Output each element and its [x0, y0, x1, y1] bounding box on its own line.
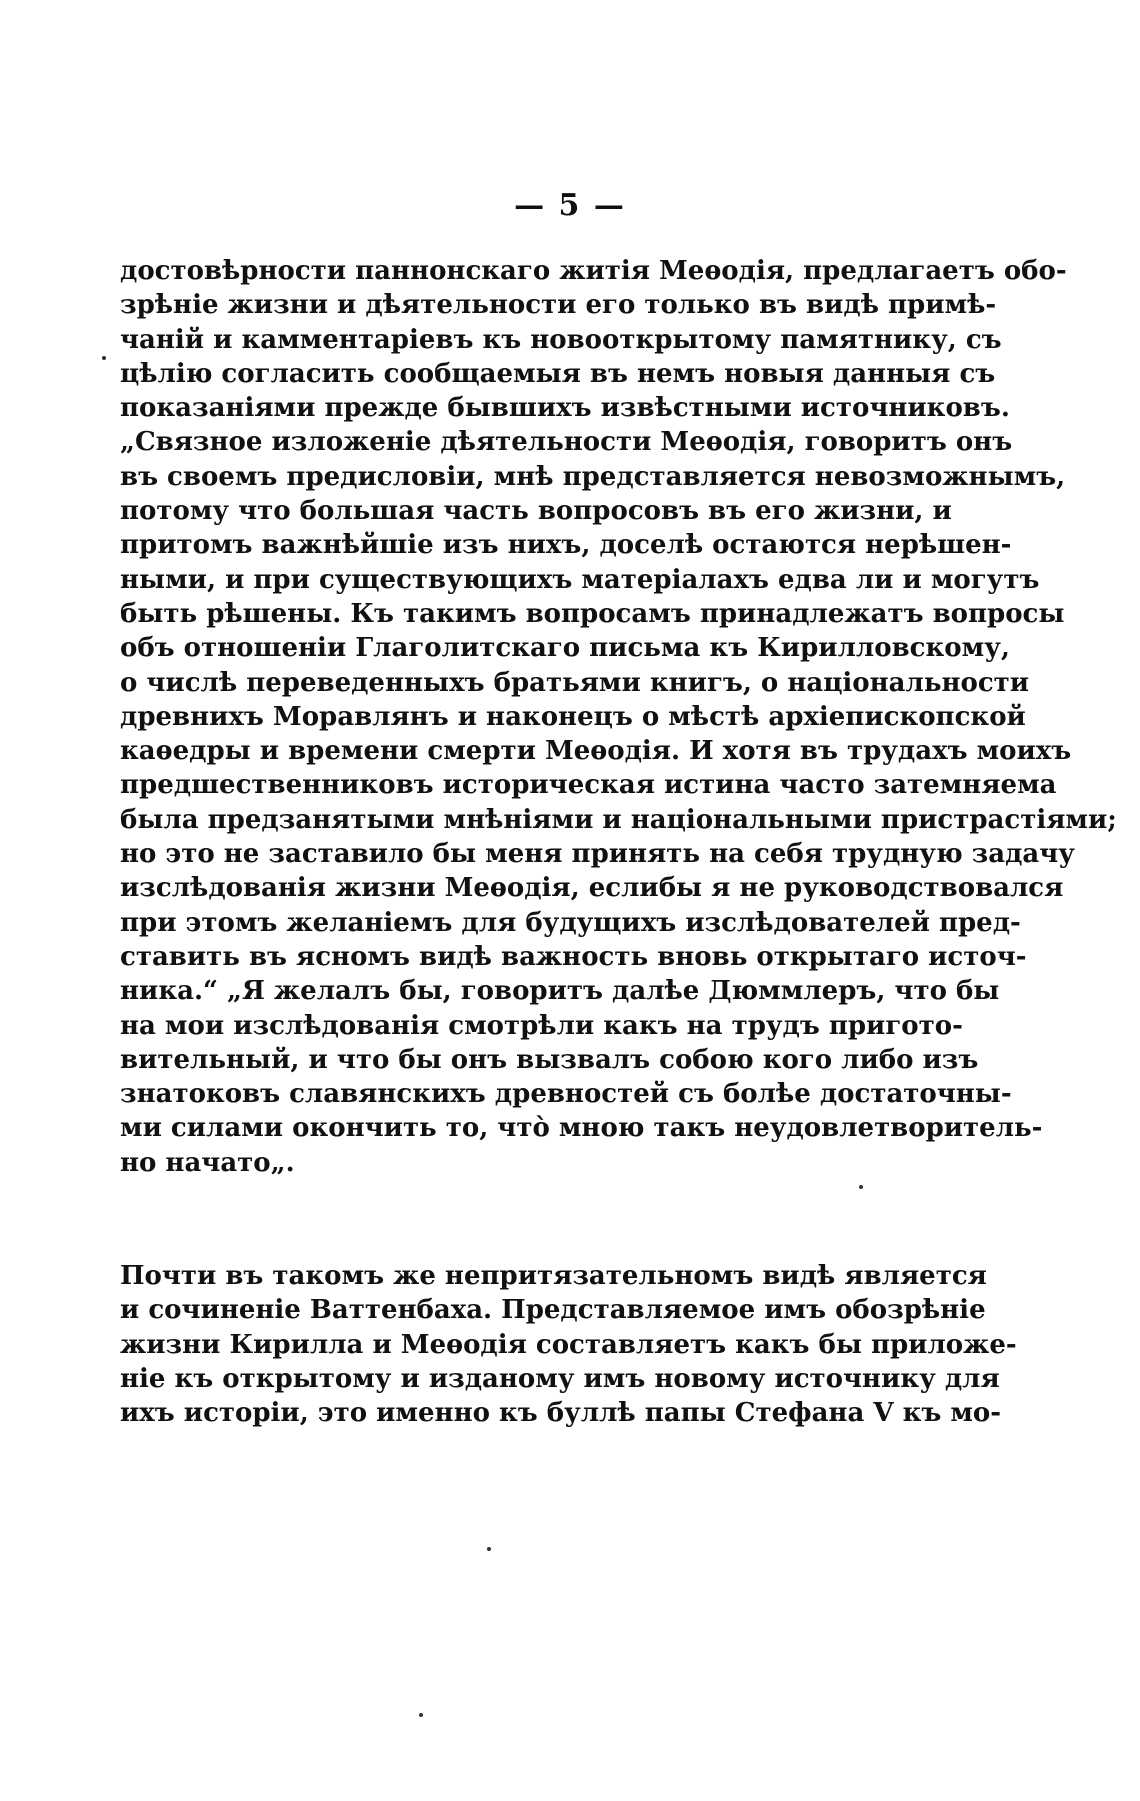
text-line: при этомъ желаніемъ для будущихъ изслѣдователей пред-	[120, 907, 1021, 938]
print-speck	[419, 1713, 423, 1717]
text-line: чаній и камментаріевъ къ новооткрытому памятнику, съ	[120, 324, 1002, 355]
text-line: быть рѣшены. Къ такимъ вопросамъ принадлежатъ вопросы	[120, 598, 1065, 629]
page-number: — 5 —	[514, 188, 626, 223]
text-line: была предзанятыми мнѣніями и національными пристрастіями;	[120, 804, 1117, 835]
text-line: Почти въ такомъ же непритязательномъ видѣ является	[120, 1261, 987, 1291]
text-line: вительный, и что бы онъ вызвалъ собою кого либо изъ	[120, 1044, 979, 1075]
text-line: „Связное изложеніе дѣятельности Меѳодія, говоритъ онъ	[120, 427, 1013, 458]
paragraph-1	[120, 254, 1117, 1180]
paragraph-2	[120, 1259, 1017, 1430]
text-line: притомъ важнѣйшіе изъ нихъ, доселѣ остаются нерѣшен-	[120, 530, 1012, 561]
print-speck	[102, 356, 106, 360]
text-line: достовѣрности паннонскаго житія Меѳодія, предлагаетъ обо-	[120, 256, 1067, 286]
text-line: знатоковъ славянскихъ древностей съ болѣе достаточны-	[120, 1079, 1012, 1110]
print-speck	[487, 1547, 491, 1551]
text-line: зрѣніе жизни и дѣятельности его только въ видѣ примѣ-	[120, 290, 997, 321]
text-line: ми силами окончить то, что̀ мною такъ неудовлетворитель-	[120, 1113, 1043, 1144]
text-line: о числѣ переведенныхъ братьями книгъ, о національности	[120, 667, 1030, 698]
text-line: ніе къ открытому и изданому имъ новому источнику для	[120, 1363, 1000, 1394]
text-line: потому что большая часть вопросовъ въ его жизни, и	[120, 496, 952, 527]
text-line: ихъ исторіи, это именно къ буллѣ папы Стефана V къ мо-	[120, 1398, 1002, 1429]
text-line: каѳедры и времени смерти Меѳодія. И хотя въ трудахъ моихъ	[120, 736, 1072, 767]
text-line: предшественниковъ историческая истина часто затемняема	[120, 770, 1057, 801]
text-line: показаніями прежде бывшихъ извѣстными источниковъ.	[120, 393, 1010, 424]
text-line: въ своемъ предисловіи, мнѣ представляется невозможнымъ,	[120, 461, 1066, 492]
print-speck	[859, 1185, 863, 1189]
text-line: жизни Кирилла и Меѳодія составляетъ какъ бы приложе-	[120, 1329, 1017, 1360]
text-line: цѣлію согласить сообщаемыя въ немъ новыя данныя съ	[120, 358, 996, 389]
text-line: изслѣдованія жизни Меѳодія, еслибы я не руководствовался	[120, 873, 1064, 904]
text-line: на мои изслѣдованія смотрѣли какъ на трудъ пригото-	[120, 1010, 963, 1041]
text-line: древнихъ Моравлянъ и наконецъ о мѣстѣ архіепископской	[120, 701, 1026, 732]
text-line: и сочиненіе Ваттенбаха. Представляемое имъ обозрѣніе	[120, 1295, 986, 1326]
text-line: ставить въ ясномъ видѣ важность вновь открытаго источ-	[120, 941, 1027, 972]
text-line: ными, и при существующихъ матеріалахъ едва ли и могутъ	[120, 564, 1040, 595]
text-line: объ отношеніи Глаголитскаго письма къ Кирилловскому,	[120, 633, 1010, 664]
text-line: ника.“ „Я желалъ бы, говоритъ далѣе Дюммлеръ, что бы	[120, 976, 1000, 1007]
text-line: но это не заставило бы меня принять на себя трудную задачу	[120, 839, 1075, 870]
text-line: но начато„.	[120, 1147, 295, 1178]
